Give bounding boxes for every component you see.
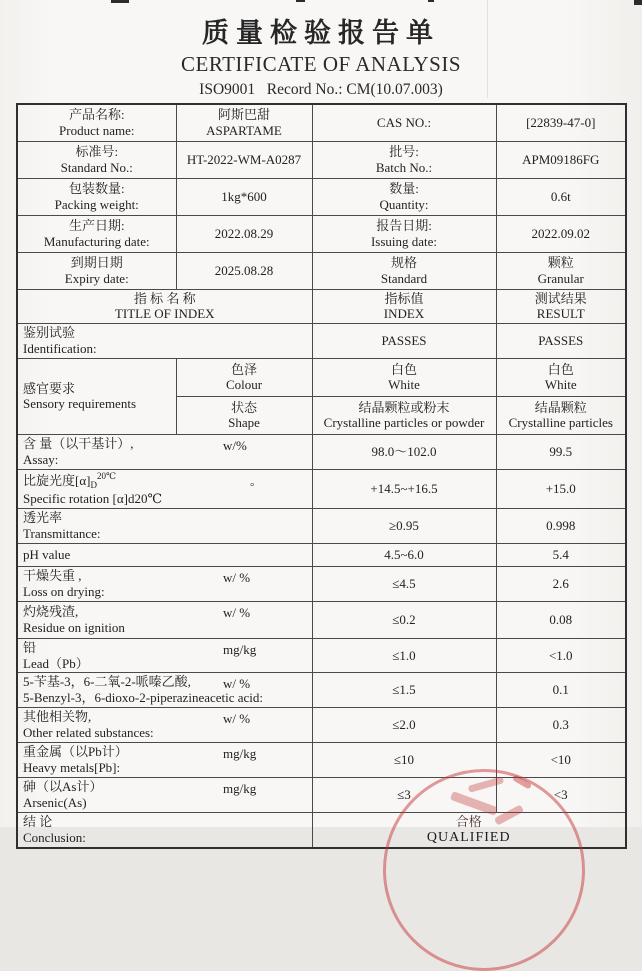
spec-name-cell: 含 量（以干基计）, w/% Assay:: [17, 434, 312, 469]
table-row-conclusion: [17, 812, 626, 848]
table-row-identification: [17, 324, 626, 359]
spec-name-cell: pH value: [17, 543, 312, 566]
value-cell: 2025.08.28: [176, 252, 312, 289]
conclusion-result-cn: 合格: [455, 813, 482, 829]
table-row-transmittance: [17, 508, 626, 543]
sensory-sub-name: 状态 Shape: [176, 396, 312, 434]
table-row-assay: [17, 434, 626, 469]
index-value-cell: PASSES: [312, 324, 496, 359]
result-header: 测试结果 RESULT: [496, 289, 626, 324]
degree-artifact: °: [250, 480, 255, 493]
table-row-residue-on-ignition: [17, 601, 626, 638]
info-row-mfg-date: [17, 215, 626, 252]
label-cell: 数量: Quantity:: [312, 178, 496, 215]
info-row-packing: [17, 178, 626, 215]
label-cell: 报告日期: Issuing date:: [312, 215, 496, 252]
spec-name-cell: 干燥失重 , w/ % Loss on drying:: [17, 566, 312, 601]
value-cell: [22839-47-0]: [496, 104, 626, 141]
index-value-cell: 98.0～102.0: [312, 434, 496, 469]
result-value-cell: PASSES: [496, 324, 626, 359]
table-row-loss-on-drying: [17, 566, 626, 601]
value-cell: 0.6t: [496, 178, 626, 215]
spec-name-cell: 灼烧残渣, w/ % Residue on ignition: [17, 601, 312, 638]
result-value-cell: <10: [496, 743, 626, 778]
table-row-sensory-colour: [17, 358, 626, 396]
conclusion-result-en: QUALIFIED: [426, 830, 511, 846]
index-value-cell: ≥0.95: [312, 508, 496, 543]
result-value-cell: 0.1: [496, 673, 626, 708]
unit-label: mg/kg: [223, 746, 257, 762]
result-value-cell: 0.08: [496, 601, 626, 638]
value-cell: APM09186FG: [496, 141, 626, 178]
index-value-cell: ≤3: [312, 777, 496, 812]
value-cell: 阿斯巴甜 ASPARTAME: [176, 104, 312, 141]
label-cell: 标准号: Standard No.:: [17, 141, 176, 178]
conclusion-label-cell: 结 论 Conclusion:: [17, 812, 312, 848]
scan-artifact: [111, 0, 129, 3]
table-row-arsenic: [17, 777, 626, 812]
value-cell: 2022.09.02: [496, 215, 626, 252]
index-value-cell: ≤1.0: [312, 638, 496, 673]
index-name-header: 指 标 名 称 TITLE OF INDEX: [17, 289, 312, 324]
label-cell: 包装数量: Packing weight:: [17, 178, 176, 215]
scan-artifact: [634, 0, 642, 5]
index-value-cell: 4.5~6.0: [312, 543, 496, 566]
page-title-en: CERTIFICATE OF ANALYSIS: [181, 52, 461, 76]
unit-label: w/ %: [223, 711, 251, 727]
index-value-cell: ≤4.5: [312, 566, 496, 601]
scan-artifact: [428, 0, 434, 2]
index-value-cell: ≤2.0: [312, 708, 496, 743]
spec-name-cell: 其他相关物, w/ % Other related substances:: [17, 708, 312, 743]
unit-label: w/ %: [223, 569, 251, 585]
spec-name-cell: 比旋光度$[\alpha]_D^{20℃}$ ° Specific rotation [α]d20℃: [17, 469, 312, 508]
index-value-cell: ≤1.5: [312, 673, 496, 708]
spec-name-cell: 透光率 Transmittance:: [17, 508, 312, 543]
spec-name-cell: 铅 mg/kg Lead（Pb）: [17, 638, 312, 673]
info-row-standard-no: [17, 141, 626, 178]
index-value-cell: 结晶颗粒或粉末 Crystalline particles or powder: [312, 396, 496, 434]
index-value-cell: 白色 White: [312, 358, 496, 396]
label-cell: 产品名称: Product name:: [17, 104, 176, 141]
unit-label: w/ %: [223, 604, 251, 620]
info-row-product: [17, 104, 626, 141]
table-row-ph: [17, 543, 626, 566]
label-cell: 规格 Standard: [312, 252, 496, 289]
table-row-lead: [17, 638, 626, 673]
sensory-sub-name: 色泽 Colour: [176, 358, 312, 396]
unit-label: mg/kg: [223, 641, 257, 657]
scan-artifact: [296, 0, 305, 2]
unit-label: w/ %: [223, 676, 251, 692]
spec-name-cell: 砷（以As计） mg/kg Arsenic(As): [17, 777, 312, 812]
sensory-group-cell: 感官要求 Sensory requirements: [17, 358, 176, 434]
result-value-cell: 0.3: [496, 708, 626, 743]
table-row-benzyl-acid: [17, 673, 626, 708]
spec-name-cell: 5-苄基-3，6-二氧-2-哌嗪乙酸, w/ % 5-Benzyl-3，6-dioxo-2-piperazineacetic acid:: [17, 673, 312, 708]
iso-record-line: ISO9001 Record No.: CM(10.07.003): [199, 81, 443, 98]
index-value-cell: +14.5~+16.5: [312, 469, 496, 508]
scanner-line-artifact: [487, 0, 488, 98]
index-value-cell: ≤0.2: [312, 601, 496, 638]
unit-label: w/%: [223, 437, 247, 453]
result-value-cell: 5.4: [496, 543, 626, 566]
document-header: [0, 0, 642, 99]
result-value-cell: 结晶颗粒 Crystalline particles: [496, 396, 626, 434]
result-value-cell: <3: [496, 777, 626, 812]
index-header-row: [17, 289, 626, 324]
info-row-expiry: [17, 252, 626, 289]
label-cell: CAS NO.:: [312, 104, 496, 141]
value-cell: 2022.08.29: [176, 215, 312, 252]
table-row-specific-rotation: [17, 469, 626, 508]
result-value-cell: 0.998: [496, 508, 626, 543]
value-cell: 颗粒 Granular: [496, 252, 626, 289]
label-cell: 生产日期: Manufacturing date:: [17, 215, 176, 252]
label-cell: 批号: Batch No.:: [312, 141, 496, 178]
table-row-heavy-metals: [17, 743, 626, 778]
result-value-cell: +15.0: [496, 469, 626, 508]
result-value-cell: 99.5: [496, 434, 626, 469]
index-header: 指标值 INDEX: [312, 289, 496, 324]
unit-label: mg/kg: [223, 780, 257, 796]
table-row-other-related: [17, 708, 626, 743]
result-value-cell: <1.0: [496, 638, 626, 673]
certificate-table: [16, 103, 627, 849]
index-value-cell: ≤10: [312, 743, 496, 778]
value-cell: HT-2022-WM-A0287: [176, 141, 312, 178]
result-value-cell: 白色 White: [496, 358, 626, 396]
page-title-cn: 质量检验报告单: [202, 18, 440, 48]
spec-name-cell: 重金属（以Pb计） mg/kg Heavy metals[Pb]:: [17, 743, 312, 778]
label-cell: 到期日期 Expiry date:: [17, 252, 176, 289]
result-value-cell: 2.6: [496, 566, 626, 601]
spec-name-cell: 鉴别试验 Identification:: [17, 324, 312, 359]
value-cell: 1kg*600: [176, 178, 312, 215]
conclusion-result-cell: [312, 812, 626, 848]
